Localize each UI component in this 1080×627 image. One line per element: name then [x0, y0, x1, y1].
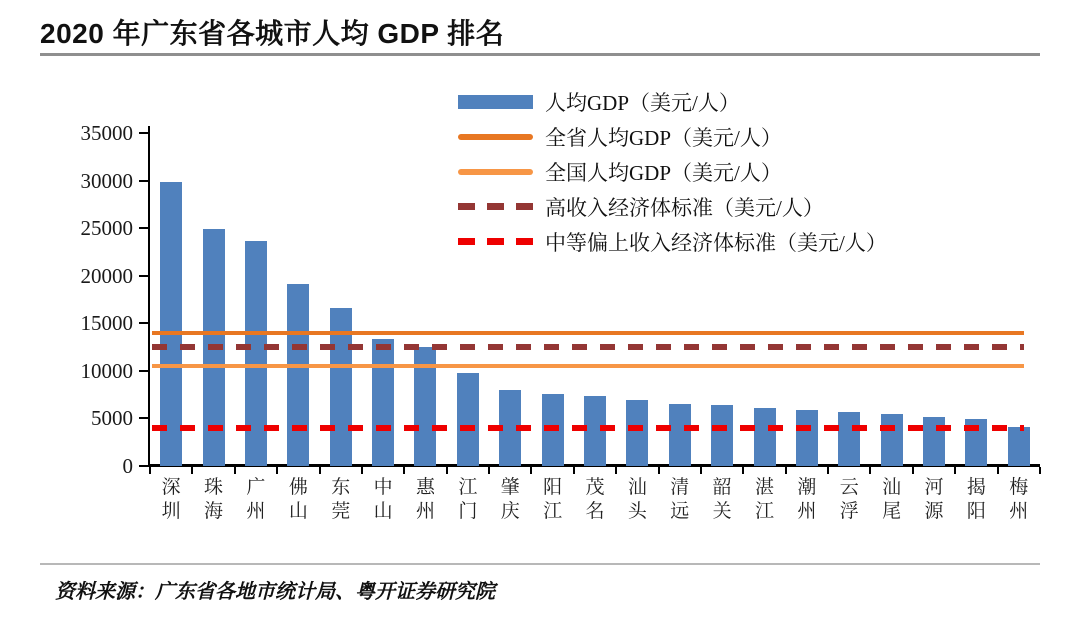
x-axis-tick: [403, 467, 405, 474]
legend-label: 中等偏上收入经济体标准（美元/人）: [545, 230, 887, 255]
x-axis-label: 韶关: [712, 477, 732, 522]
y-axis-tick: [139, 322, 148, 324]
legend-item: [458, 189, 887, 224]
bar: [754, 408, 776, 466]
x-axis-label: 梅州: [1009, 477, 1029, 522]
x-axis-tick: [319, 467, 321, 474]
y-axis: [148, 126, 150, 466]
x-axis-label: 东莞: [331, 477, 351, 522]
bar: [584, 396, 606, 466]
x-axis-label: 湛江: [755, 477, 775, 522]
x-axis-tick: [827, 467, 829, 474]
high-income-threshold-line: [152, 344, 1024, 350]
legend: [458, 84, 887, 259]
x-axis-label: 汕尾: [882, 477, 902, 522]
x-axis-label: 江门: [458, 477, 478, 522]
x-axis-label: 中山: [373, 477, 393, 522]
x-axis-label: 潮州: [797, 477, 817, 522]
legend-label: 高收入经济体标准（美元/人）: [545, 195, 824, 220]
y-axis-tick: [139, 180, 148, 182]
solid-line-swatch-icon: [458, 169, 533, 175]
bar: [796, 410, 818, 466]
x-axis-tick: [361, 467, 363, 474]
x-axis-label: 云浮: [839, 477, 859, 522]
y-axis-label: 0: [122, 454, 133, 478]
bar: [626, 400, 648, 466]
x-axis-tick: [658, 467, 660, 474]
x-axis-label: 深圳: [161, 477, 181, 522]
x-axis-tick: [1039, 467, 1041, 474]
x-axis-label: 惠州: [415, 477, 435, 522]
y-axis-label: 35000: [80, 121, 133, 145]
x-axis-label: 茂名: [585, 477, 605, 522]
dashed-line-swatch-icon: [458, 238, 533, 245]
x-axis-tick: [742, 467, 744, 474]
y-axis-tick: [139, 132, 148, 134]
bar: [160, 182, 182, 466]
upper-middle-income-threshold-line: [152, 425, 1024, 431]
legend-item: [458, 119, 887, 154]
x-axis-tick: [700, 467, 702, 474]
x-axis-tick: [997, 467, 999, 474]
x-axis-tick: [615, 467, 617, 474]
x-axis-label: 广州: [246, 477, 266, 522]
legend-item: [458, 84, 887, 119]
y-axis-label: 30000: [80, 168, 133, 193]
x-axis-label: 揭阳: [966, 477, 986, 522]
bar-swatch-icon: [458, 95, 533, 109]
x-axis-tick: [785, 467, 787, 474]
y-axis-tick: [139, 227, 148, 229]
x-axis-tick: [446, 467, 448, 474]
legend-item: [458, 224, 887, 259]
bar: [287, 284, 309, 466]
solid-line-swatch-icon: [458, 134, 533, 140]
x-axis-tick: [573, 467, 575, 474]
y-axis-tick: [139, 275, 148, 277]
bar: [711, 405, 733, 466]
source-note: 资料来源：广东省各地市统计局、粤开证券研究院: [55, 581, 495, 603]
y-axis-tick: [139, 417, 148, 419]
y-axis-label: 25000: [80, 216, 133, 241]
y-axis-tick: [139, 370, 148, 372]
x-axis-tick: [869, 467, 871, 474]
x-axis-tick: [276, 467, 278, 474]
x-axis-tick: [912, 467, 914, 474]
x-axis-tick: [234, 467, 236, 474]
x-axis-tick: [954, 467, 956, 474]
y-axis-label: 20000: [80, 263, 133, 288]
dashed-line-swatch-icon: [458, 203, 533, 210]
national-avg-line: [152, 364, 1024, 368]
x-axis-label: 肇庆: [500, 477, 520, 522]
bar: [838, 412, 860, 466]
x-axis-label: 汕头: [627, 477, 647, 522]
bar: [245, 241, 267, 466]
bar: [372, 339, 394, 466]
y-axis-tick: [139, 465, 148, 467]
bar: [1008, 427, 1030, 466]
x-axis-label: 珠海: [204, 477, 224, 522]
legend-label: 全国人均GDP（美元/人）: [545, 160, 782, 185]
legend-label: 人均GDP（美元/人）: [545, 90, 740, 115]
y-axis-label: 5000: [91, 406, 133, 431]
x-axis-label: 清远: [670, 477, 690, 522]
source-rule: [40, 563, 1040, 565]
x-axis-tick: [530, 467, 532, 474]
x-axis-tick: [149, 467, 151, 474]
province-avg-line: [152, 331, 1024, 335]
legend-label: 全省人均GDP（美元/人）: [545, 125, 782, 150]
y-axis-label: 10000: [80, 358, 133, 383]
y-axis-label: 15000: [80, 311, 133, 336]
x-axis-label: 阳江: [543, 477, 563, 522]
legend-item: [458, 154, 887, 189]
x-axis-tick: [488, 467, 490, 474]
bar: [457, 373, 479, 466]
bar: [669, 404, 691, 466]
chart-title: 2020 年广东省各城市人均 GDP 排名: [40, 18, 505, 49]
x-axis-label: 河源: [924, 477, 944, 522]
bar: [881, 414, 903, 466]
x-axis-tick: [191, 467, 193, 474]
x-axis-label: 佛山: [288, 477, 308, 522]
